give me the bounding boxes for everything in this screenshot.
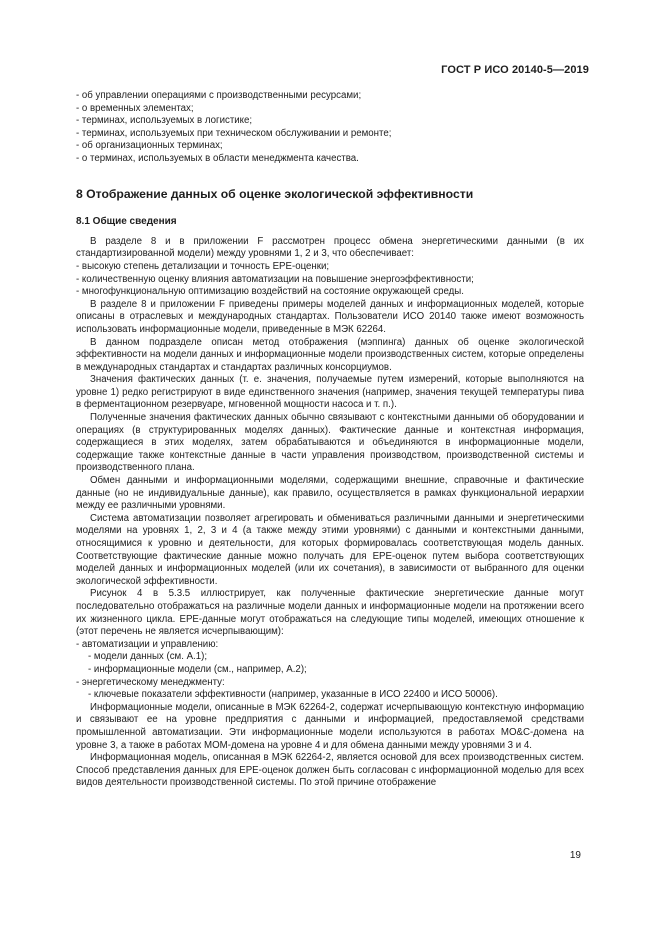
paragraph: Информационные модели, описанные в МЭК 62264-2, содержат исчерпывающую контекстную информацию и связывают ее на уровне предприятия с данными и информацией, предоставляемой средствами промышленной автоматизации. Эти информационные модели используются в работах МО&С-домена на уровне 3, а также в работах МОМ-домена на уровне 4 и для обмена данными между уровнями 3 и 4. — [76, 701, 584, 751]
list-subitem: - модели данных (см. А.1); — [88, 651, 208, 663]
list-item: - терминах, используемых в логистике; — [76, 115, 253, 127]
paragraph: Значения фактических данных (т. е. значения, получаемые путем измерений, которые выполняются на уровне 1) редко регистрируют в виде единственного значения (например, значения текущей температуры пива в ферментационном резервуаре, мгновенной мощности насоса и т. п.). — [76, 374, 584, 411]
paragraph: В данном подразделе описан метод отображения (мэппинга) данных об оценке экологической эффективности на модели данных и информационные модели производственных систем, которые определены в международных стандартах и стандартах различных консорциумов. — [76, 336, 584, 373]
paragraph: В разделе 8 и в приложении F рассмотрен процесс обмена энергетическими данными (в их стандартизированной модели) между уровнями 1, 2 и 3, что обеспечивает: — [76, 235, 584, 260]
section-heading: 8 Отображение данных об оценке экологической эффективности — [76, 186, 474, 201]
paragraph: Информационная модель, описанная в МЭК 62264-2, является основой для всех производственных систем. Способ представления данных для EPE-оценок должен быть согласован с информационной моделью для всех видов деятельности производственной системы. По этой причине отображение — [76, 752, 584, 789]
list-item: - терминах, используемых при техническом обслуживании и ремонте; — [76, 127, 392, 139]
list-item: - об организационных терминах; — [76, 140, 223, 152]
page-content — [76, 90, 584, 790]
list-subitem: - информационные модели (см., например, А.2); — [88, 663, 307, 675]
list-item: - многофункциональную оптимизацию воздействий на состояние окружающей среды. — [76, 286, 464, 298]
list-item: - количественную оценку влияния автоматизации на повышение энергоэффективности; — [76, 273, 474, 285]
subsection-heading: 8.1 Общие сведения — [76, 216, 177, 228]
intro-list — [76, 90, 584, 166]
list-item: - об управлении операциями с производственными ресурсами; — [76, 90, 362, 101]
list-item: - энергетическому менеджменту: — [76, 676, 225, 688]
paragraph: Полученные значения фактических данных обычно связывают с контекстными данными об оборудовании и операциях (в структурированных моделях данных). Фактические данные и контекстная информация, содержащиеся в этих моделях, затем обрабатываются и объединяются в информационные модели, содержащие также контекстные данные в части управления производством, производственной системы и производственного плана. — [76, 412, 584, 474]
paragraph: Обмен данными и информационными моделями, содержащими внешние, справочные и фактические данные (но не индивидуальные данные), как правило, осуществляется в рамках функциональной иерархии между ее различными уровнями. — [76, 475, 584, 512]
list-item: - высокую степень детализации и точность EPE-оценки; — [76, 260, 330, 272]
list-item: - автоматизации и управлению: — [76, 638, 219, 650]
benefits-list — [76, 261, 584, 299]
list-item: - о терминах, используемых в области менеджмента качества. — [76, 152, 359, 164]
model-types-list — [76, 639, 584, 702]
list-subitem: - ключевые показатели эффективности (например, указанные в ИСО 22400 и ИСО 50006). — [88, 689, 498, 701]
paragraph: Рисунок 4 в 5.3.5 иллюстрирует, как полученные фактические энергетические данные могут последовательно отображаться на различные модели данных и информационные модели на протяжении всего их жизненного цикла. EPE-данные могут отображаться на следующие типы моделей, имеющих отношение к (этот перечень не является исчерпывающим): — [76, 588, 584, 638]
document-code: ГОСТ Р ИСО 20140-5—2019 — [441, 64, 589, 76]
list-item: - о временных элементах; — [76, 102, 194, 114]
page-number: 19 — [569, 850, 581, 861]
paragraph: Система автоматизации позволяет агрегировать и обмениваться различными данными и энергетическими моделями на уровнях 1, 2, 3 и 4 (а также между этими уровнями) с данными и контекстными данными, относящимися к уровню и деятельности, для которых формировалась соответствующая модель данных. Соответствующие фактические данные можно получать для EPE-оценок путем выбора соответствующих моделей данных и информационных моделей (или их сочетания), в зависимости от выбранного для оценки экологической эффективности. — [76, 512, 584, 587]
paragraph: В разделе 8 и приложении F приведены примеры моделей данных и информационных моделей, которые описаны в отраслевых и международных стандартах. Пользователи ИСО 20140 также имеют возможность использовать информационные модели, приведенные в МЭК 62264. — [76, 298, 584, 335]
